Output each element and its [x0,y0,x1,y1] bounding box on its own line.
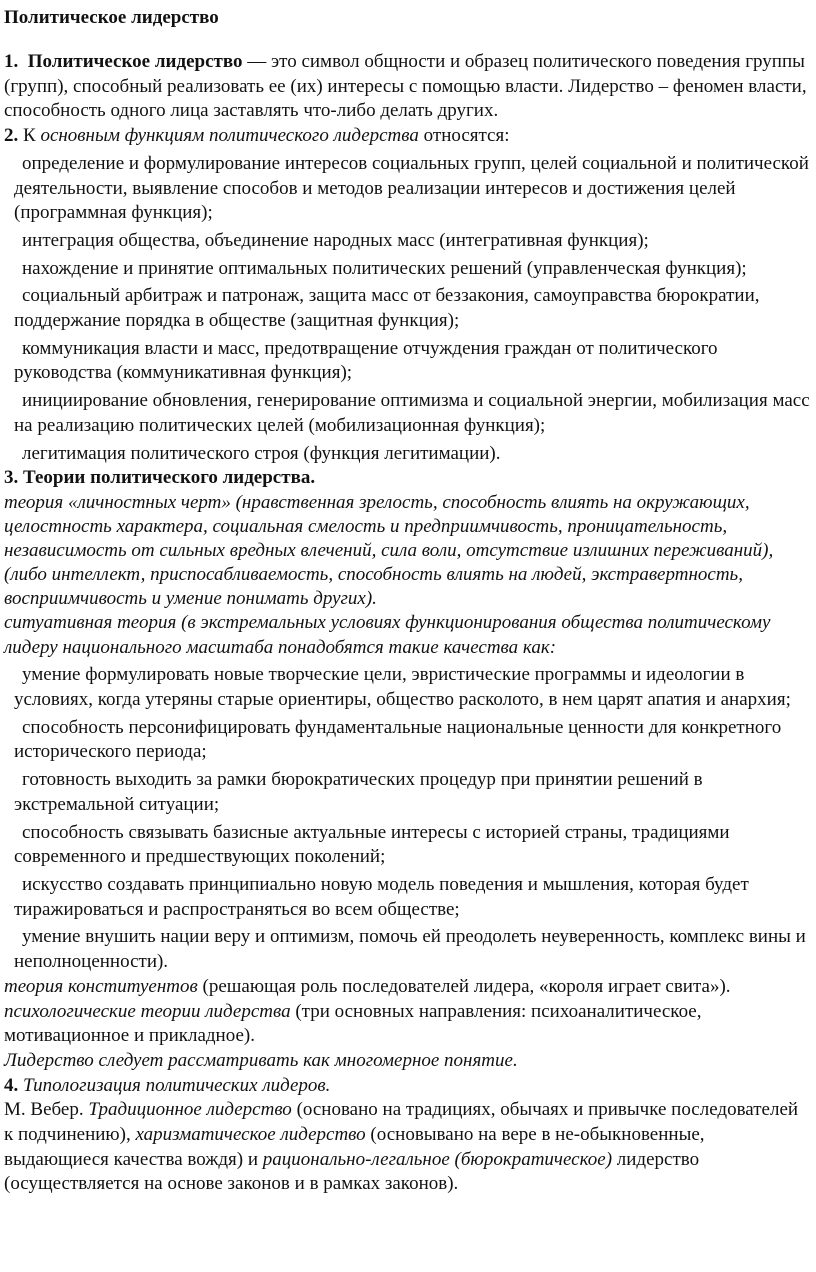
section-3-conclusion: Лидерство следует рассматривать как многомерное понятие. [4,1049,518,1071]
function-item [4,284,810,333]
weber-typology [4,1098,810,1197]
function-text: коммуникация власти и масс, предотвращение отчуждения граждан от политического руководства (коммуникативная функция); [14,337,718,384]
section-2-number: 2. [4,125,19,147]
psychological-theories [4,1000,810,1049]
traditional-text: (основано на традициях, обычаях и привычке последователей к подчинению), [4,1099,799,1146]
quality-text: способность связывать базисные актуальные интересы с историей страны, традициями современного и предшествующих поколений; [14,821,730,868]
section-2-pre: К [18,125,41,147]
function-item [4,257,810,282]
function-item [4,442,810,467]
situational-theory: ситуативная теория (в экстремальных условиях функционирования общества политическому лидеру национального масштаба понадобятся такие качества как: [4,611,771,658]
quality-item [4,716,810,765]
rational-legal-term: рационально-легальное (бюрократическое) [262,1148,613,1170]
quality-text: искусство создавать принципиально новую модель поведения и мышления, которая будет тиражироваться и распространяться во всем обществе; [14,873,749,920]
section-1-term: Политическое лидерство [27,51,243,72]
document-title: Политическое лидерство [4,7,219,28]
function-text: определение и формулирование интересов социальных групп, целей социальной и политической деятельности, выявление способов и методов реализации интересов и достижения целей (программная функция); [14,152,809,224]
constituents-term: теория конституентов [4,975,198,997]
quality-item [4,663,810,712]
quality-item [4,873,810,922]
qualities-list [4,663,810,974]
section-1-number: 1. [4,51,19,72]
section-2-intro [4,124,810,149]
section-4-number: 4. [4,1074,19,1096]
section-4-title: Типологизация политических лидеров. [18,1074,331,1096]
functions-list [4,152,810,466]
quality-text: умение формулировать новые творческие цели, эвристические программы и идеологии в условиях, когда утеряны старые ориентиры, общество расколото, в нем царят апатия и анархия; [14,664,791,711]
constituents-text: (решающая роль последователей лидера, «короля играет свита»). [197,975,731,997]
quality-item [4,925,810,974]
function-item [4,152,810,226]
rational-legal-text: лидерство (осуществляется на основе законов и в рамках законов). [4,1148,700,1195]
function-item [4,229,810,254]
quality-text: способность персонифицировать фундаментальные национальные ценности для конкретного исторического периода; [14,716,782,763]
function-text: инициирование обновления, генерирование оптимизма и социальной энергии, мобилизация масс на реализацию политических целей (мобилизационная функция); [14,390,810,436]
function-item [4,389,810,438]
section-1-text: — это символ общности и образец политического поведения группы (групп), способный реализовать ее (их) интересы с помощью власти. Лидерство – феномен власти, способность одного лица заставлять что-либо делать других. [4,51,807,122]
quality-item [4,821,810,870]
section-3-heading: 3. Теории политического лидерства. [4,467,316,489]
constituents-theory [4,975,810,1000]
psychological-text: (три основных направления: психоаналитическое, мотивационное и прикладное). [4,1000,702,1047]
charismatic-text: (основывано на вере в не-обыкновенные, выдающиеся качества вождя) и [4,1124,705,1170]
section-1-definition [4,50,810,124]
function-text: интеграция общества, объединение народных масс (интегративная функция); [22,229,649,251]
quality-item [4,768,810,817]
quality-text: готовность выходить за рамки бюрократических процедур при принятии решений в экстремальной ситуации; [14,769,703,815]
weber-name: М. Вебер. [4,1099,89,1121]
section-4-heading [4,1074,810,1099]
section-2-post: относятся: [418,125,510,147]
traits-theory: теория «личностных черт» (нравственная зрелость, способность влиять на окружающих, целостность характера, социальная смелость и предприимчивость, проницательность, независимость от сильных вредных влечений, сила воли, отсутствие излишних переживаний), (либо интеллект, приспосабливаемость, способность влиять на людей, экстравертность, восприимчивость и умение понимать других). [4,491,774,609]
traditional-term: Традиционное лидерство [88,1099,292,1121]
charismatic-term: харизматическое лидерство [135,1124,366,1146]
psychological-term: психологические теории лидерства [4,1000,291,1022]
quality-text: умение внушить нации веру и оптимизм, помочь ей преодолеть неуверенность, комплекс вины и неполноценности). [14,926,806,973]
function-text: нахождение и принятие оптимальных политических решений (управленческая функция); [22,257,747,279]
section-2-term: основным функциям политического лидерства [40,125,419,147]
function-item [4,337,810,386]
function-text: социальный арбитраж и патронаж, защита масс от беззакония, самоуправства бюрократии, поддержание порядка в обществе (защитная функция); [14,285,760,332]
function-text: легитимация политического строя (функция легитимации). [22,442,501,464]
